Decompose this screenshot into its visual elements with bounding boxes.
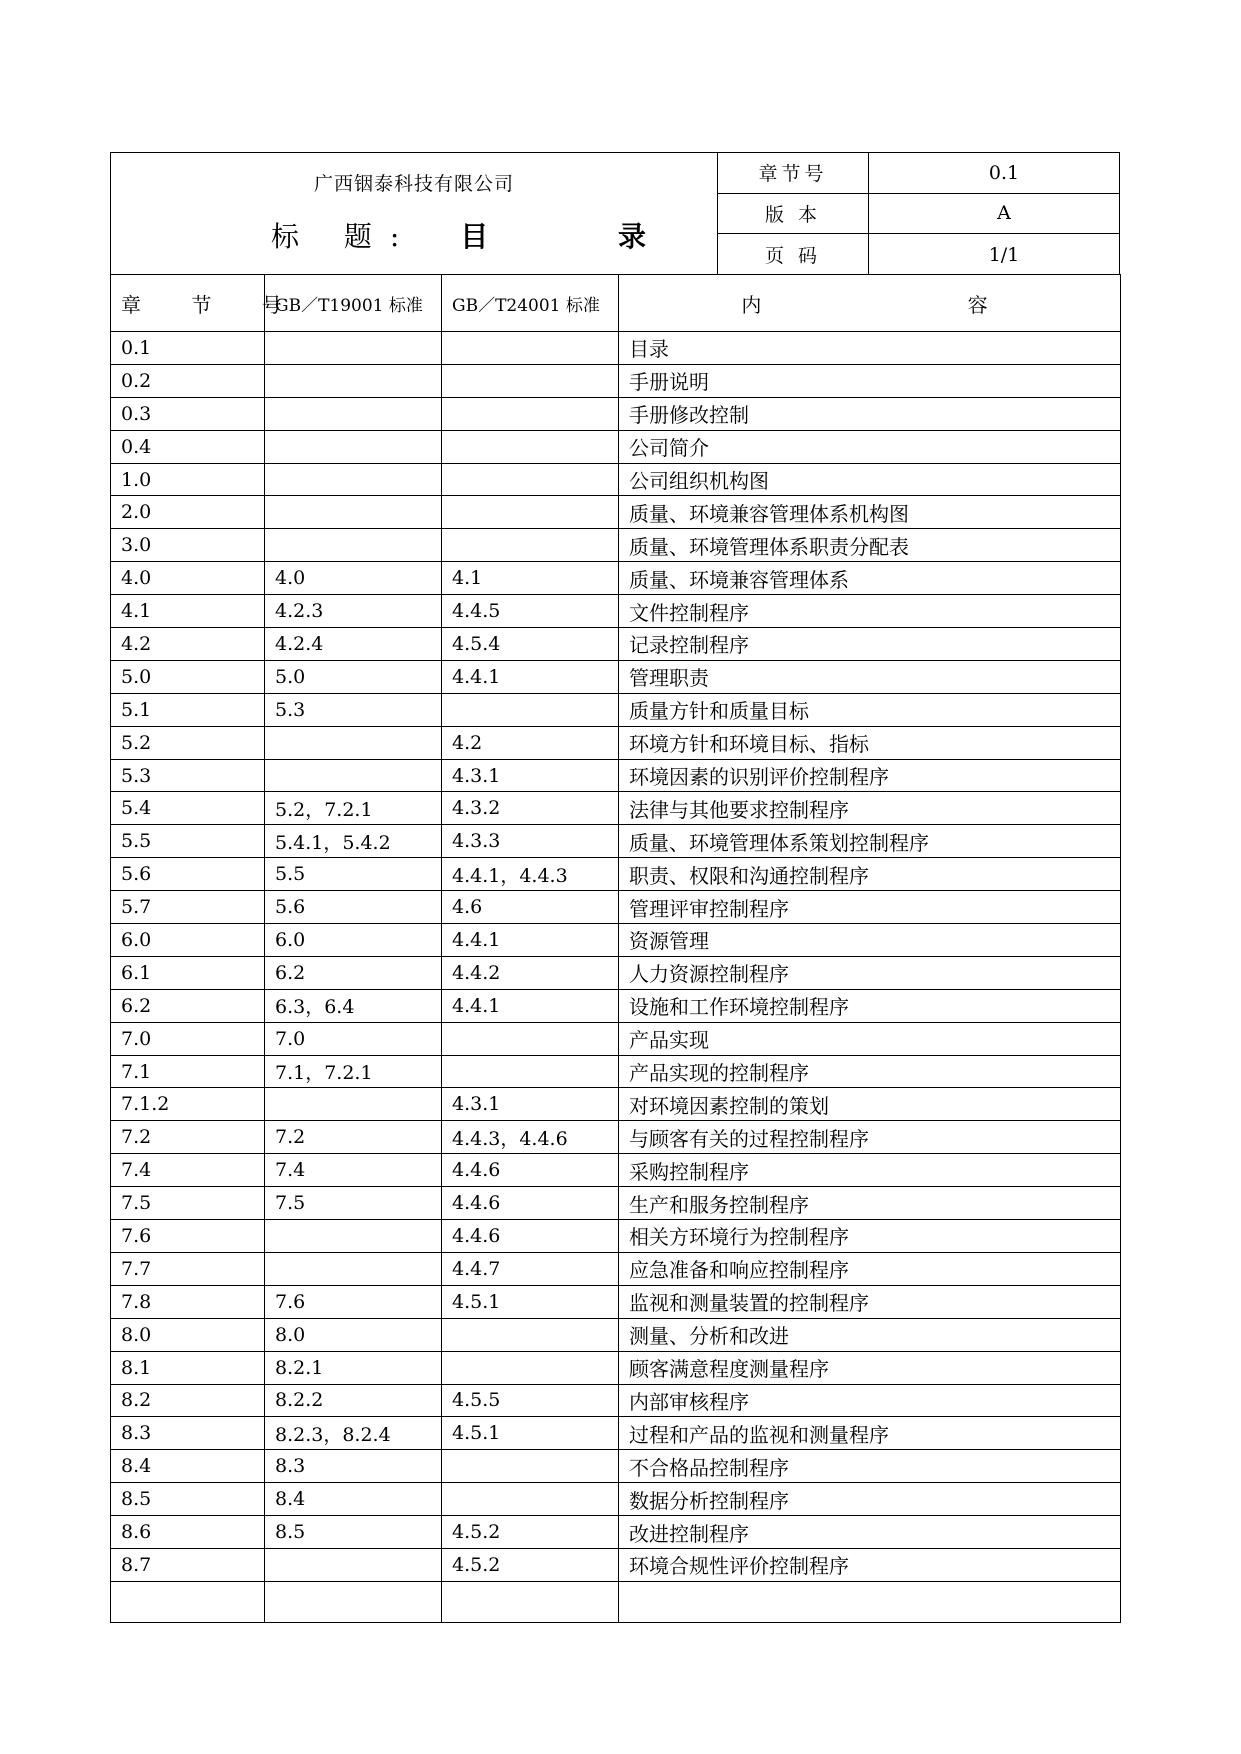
cell-content	[619, 1581, 1121, 1622]
cell-gb24001: 4.5.2	[442, 1548, 619, 1581]
cell-content: 生产和服务控制程序	[619, 1187, 1121, 1220]
cell-gb24001: 4.5.5	[442, 1384, 619, 1417]
table-row	[111, 397, 1121, 430]
cell-gb24001: 4.4.1	[442, 989, 619, 1022]
cell-chapter: 0.3	[111, 397, 265, 430]
cell-content: 目录	[619, 332, 1121, 365]
cell-content: 手册说明	[619, 364, 1121, 397]
table-row	[111, 1055, 1121, 1088]
cell-gb24001: 4.4.2	[442, 956, 619, 989]
cell-gb24001	[442, 332, 619, 365]
cell-chapter: 7.6	[111, 1220, 265, 1253]
header-meta-block	[718, 153, 1119, 274]
cell-gb24001	[442, 1450, 619, 1483]
cell-chapter: 1.0	[111, 463, 265, 496]
cell-gb24001: 4.6	[442, 891, 619, 924]
cell-content: 与顾客有关的过程控制程序	[619, 1121, 1121, 1154]
cell-chapter: 5.2	[111, 726, 265, 759]
document-header	[110, 152, 1120, 275]
cell-content: 管理职责	[619, 660, 1121, 693]
cell-chapter: 5.1	[111, 693, 265, 726]
cell-gb24001	[442, 1581, 619, 1622]
cell-gb19001: 8.2.2	[265, 1384, 442, 1417]
cell-gb19001: 8.4	[265, 1483, 442, 1516]
table-row	[111, 1581, 1121, 1622]
cell-chapter: 0.2	[111, 364, 265, 397]
table-row	[111, 1483, 1121, 1516]
cell-gb19001	[265, 463, 442, 496]
cell-gb19001: 6.2	[265, 956, 442, 989]
cell-gb19001: 8.2.1	[265, 1351, 442, 1384]
cell-gb19001: 7.0	[265, 1022, 442, 1055]
cell-chapter: 0.4	[111, 430, 265, 463]
cell-gb24001: 4.4.3，4.4.6	[442, 1121, 619, 1154]
cell-gb19001: 8.2.3，8.2.4	[265, 1417, 442, 1450]
column-header-gb24001: GB／T24001 标准	[442, 275, 619, 332]
cell-gb24001: 4.3.1	[442, 1088, 619, 1121]
toc-table	[110, 274, 1121, 1623]
cell-gb19001: 7.1，7.2.1	[265, 1055, 442, 1088]
cell-gb24001	[442, 1483, 619, 1516]
cell-content: 质量、环境管理体系职责分配表	[619, 529, 1121, 562]
cell-chapter: 2.0	[111, 496, 265, 529]
cell-gb24001: 4.1	[442, 562, 619, 595]
table-row	[111, 1154, 1121, 1187]
cell-content: 顾客满意程度测量程序	[619, 1351, 1121, 1384]
meta-label: 页 码	[718, 234, 869, 275]
cell-gb19001: 5.2，7.2.1	[265, 792, 442, 825]
table-row	[111, 989, 1121, 1022]
cell-gb24001	[442, 496, 619, 529]
cell-gb19001	[265, 397, 442, 430]
meta-value: 0.1	[988, 161, 1020, 184]
table-row	[111, 759, 1121, 792]
table-row	[111, 891, 1121, 924]
cell-gb24001	[442, 1022, 619, 1055]
table-row	[111, 628, 1121, 661]
table-header-row	[111, 275, 1121, 332]
cell-gb24001: 4.4.6	[442, 1187, 619, 1220]
cell-gb24001	[442, 529, 619, 562]
cell-chapter: 6.2	[111, 989, 265, 1022]
cell-content: 监视和测量装置的控制程序	[619, 1285, 1121, 1318]
cell-chapter: 0.1	[111, 332, 265, 365]
table-row	[111, 595, 1121, 628]
table-row	[111, 825, 1121, 858]
cell-gb19001: 7.5	[265, 1187, 442, 1220]
title-label: 标 题:	[271, 220, 418, 253]
cell-chapter: 4.0	[111, 562, 265, 595]
cell-content: 产品实现	[619, 1022, 1121, 1055]
cell-content: 数据分析控制程序	[619, 1483, 1121, 1516]
cell-content: 管理评审控制程序	[619, 891, 1121, 924]
cell-gb19001	[265, 529, 442, 562]
cell-content: 资源管理	[619, 924, 1121, 957]
cell-content: 采购控制程序	[619, 1154, 1121, 1187]
cell-content: 手册修改控制	[619, 397, 1121, 430]
cell-content: 内部审核程序	[619, 1384, 1121, 1417]
cell-content: 记录控制程序	[619, 628, 1121, 661]
table-row	[111, 956, 1121, 989]
column-header-content: 内 容	[619, 275, 1121, 332]
cell-gb19001: 5.4.1，5.4.2	[265, 825, 442, 858]
meta-value: A	[997, 202, 1011, 225]
cell-content: 不合格品控制程序	[619, 1450, 1121, 1483]
cell-content: 公司简介	[619, 430, 1121, 463]
cell-chapter: 5.6	[111, 858, 265, 891]
meta-label: 章节号	[718, 153, 869, 193]
title-row	[271, 215, 706, 255]
cell-gb24001: 4.3.2	[442, 792, 619, 825]
cell-gb24001: 4.5.4	[442, 628, 619, 661]
cell-chapter: 8.7	[111, 1548, 265, 1581]
table-row	[111, 1417, 1121, 1450]
cell-gb19001	[265, 364, 442, 397]
table-row	[111, 1548, 1121, 1581]
table-row	[111, 1318, 1121, 1351]
cell-chapter: 6.0	[111, 924, 265, 957]
cell-chapter: 7.8	[111, 1285, 265, 1318]
cell-content: 测量、分析和改进	[619, 1318, 1121, 1351]
cell-content: 质量方针和质量目标	[619, 693, 1121, 726]
table-row	[111, 726, 1121, 759]
cell-chapter: 7.7	[111, 1252, 265, 1285]
cell-content: 质量、环境兼容管理体系	[619, 562, 1121, 595]
cell-gb19001: 6.0	[265, 924, 442, 957]
cell-chapter: 3.0	[111, 529, 265, 562]
table-row	[111, 1351, 1121, 1384]
title-value: 目 录	[460, 220, 706, 253]
table-row	[111, 693, 1121, 726]
cell-gb24001	[442, 693, 619, 726]
meta-row-chapter	[718, 153, 1119, 194]
meta-row-page	[718, 234, 1119, 275]
table-row	[111, 562, 1121, 595]
cell-chapter: 8.3	[111, 1417, 265, 1450]
cell-chapter: 7.5	[111, 1187, 265, 1220]
cell-gb19001: 8.3	[265, 1450, 442, 1483]
cell-content: 应急准备和响应控制程序	[619, 1252, 1121, 1285]
cell-chapter: 4.1	[111, 595, 265, 628]
cell-chapter: 6.1	[111, 956, 265, 989]
cell-content: 环境因素的识别评价控制程序	[619, 759, 1121, 792]
cell-content: 质量、环境兼容管理体系机构图	[619, 496, 1121, 529]
table-row	[111, 858, 1121, 891]
cell-gb24001: 4.5.1	[442, 1417, 619, 1450]
cell-gb24001	[442, 430, 619, 463]
cell-content: 对环境因素控制的策划	[619, 1088, 1121, 1121]
cell-gb19001	[265, 1220, 442, 1253]
table-row	[111, 430, 1121, 463]
cell-content: 法律与其他要求控制程序	[619, 792, 1121, 825]
cell-gb19001	[265, 332, 442, 365]
cell-gb24001	[442, 463, 619, 496]
document-page	[110, 152, 1120, 1623]
cell-chapter: 7.1.2	[111, 1088, 265, 1121]
cell-content: 设施和工作环境控制程序	[619, 989, 1121, 1022]
cell-chapter: 5.7	[111, 891, 265, 924]
cell-chapter: 7.1	[111, 1055, 265, 1088]
cell-content: 职责、权限和沟通控制程序	[619, 858, 1121, 891]
cell-chapter: 5.3	[111, 759, 265, 792]
table-row	[111, 529, 1121, 562]
company-name: 广西铟泰科技有限公司	[313, 173, 514, 195]
table-row	[111, 1285, 1121, 1318]
table-row	[111, 496, 1121, 529]
cell-chapter: 4.2	[111, 628, 265, 661]
cell-gb24001	[442, 1055, 619, 1088]
table-row	[111, 1450, 1121, 1483]
cell-content: 文件控制程序	[619, 595, 1121, 628]
cell-gb24001	[442, 1318, 619, 1351]
cell-chapter: 7.2	[111, 1121, 265, 1154]
cell-gb24001: 4.4.6	[442, 1154, 619, 1187]
cell-gb24001: 4.4.1	[442, 660, 619, 693]
cell-chapter: 7.0	[111, 1022, 265, 1055]
cell-gb19001	[265, 1548, 442, 1581]
table-row	[111, 364, 1121, 397]
table-row	[111, 1384, 1121, 1417]
cell-gb19001: 8.5	[265, 1516, 442, 1549]
cell-gb24001: 4.3.1	[442, 759, 619, 792]
cell-content: 相关方环境行为控制程序	[619, 1220, 1121, 1253]
table-row	[111, 924, 1121, 957]
table-row	[111, 1022, 1121, 1055]
cell-gb19001: 7.2	[265, 1121, 442, 1154]
cell-chapter: 8.5	[111, 1483, 265, 1516]
cell-gb24001	[442, 364, 619, 397]
cell-chapter: 8.1	[111, 1351, 265, 1384]
header-title-block	[111, 153, 718, 274]
cell-chapter: 5.0	[111, 660, 265, 693]
cell-chapter	[111, 1581, 265, 1622]
table-row	[111, 1088, 1121, 1121]
cell-gb19001: 8.0	[265, 1318, 442, 1351]
table-row	[111, 1516, 1121, 1549]
cell-chapter: 7.4	[111, 1154, 265, 1187]
cell-gb24001: 4.2	[442, 726, 619, 759]
cell-gb24001: 4.4.7	[442, 1252, 619, 1285]
cell-gb19001: 7.4	[265, 1154, 442, 1187]
cell-gb24001: 4.4.1，4.4.3	[442, 858, 619, 891]
cell-gb19001: 4.2.3	[265, 595, 442, 628]
cell-gb19001	[265, 1088, 442, 1121]
cell-gb19001	[265, 496, 442, 529]
cell-content: 环境合规性评价控制程序	[619, 1548, 1121, 1581]
cell-gb19001: 5.0	[265, 660, 442, 693]
cell-gb19001	[265, 430, 442, 463]
cell-content: 人力资源控制程序	[619, 956, 1121, 989]
cell-chapter: 8.2	[111, 1384, 265, 1417]
cell-gb19001: 6.3，6.4	[265, 989, 442, 1022]
cell-content: 质量、环境管理体系策划控制程序	[619, 825, 1121, 858]
cell-gb24001: 4.3.3	[442, 825, 619, 858]
cell-chapter: 8.6	[111, 1516, 265, 1549]
cell-content: 环境方针和环境目标、指标	[619, 726, 1121, 759]
cell-content: 公司组织机构图	[619, 463, 1121, 496]
cell-content: 过程和产品的监视和测量程序	[619, 1417, 1121, 1450]
cell-gb19001	[265, 1581, 442, 1622]
table-row	[111, 660, 1121, 693]
cell-chapter: 8.0	[111, 1318, 265, 1351]
table-row	[111, 1187, 1121, 1220]
table-row	[111, 332, 1121, 365]
cell-gb19001	[265, 759, 442, 792]
table-row	[111, 1252, 1121, 1285]
cell-gb24001: 4.5.1	[442, 1285, 619, 1318]
meta-value: 1/1	[988, 243, 1020, 266]
cell-gb24001	[442, 397, 619, 430]
cell-gb24001: 4.5.2	[442, 1516, 619, 1549]
toc-body	[111, 332, 1121, 1623]
cell-gb19001	[265, 1252, 442, 1285]
cell-gb24001: 4.4.5	[442, 595, 619, 628]
cell-gb24001	[442, 1351, 619, 1384]
column-header-chapter: 章 节 号	[111, 275, 265, 332]
cell-content: 产品实现的控制程序	[619, 1055, 1121, 1088]
cell-chapter: 5.4	[111, 792, 265, 825]
cell-gb19001: 7.6	[265, 1285, 442, 1318]
cell-gb19001: 5.3	[265, 693, 442, 726]
meta-label: 版 本	[718, 194, 869, 234]
cell-gb19001: 4.2.4	[265, 628, 442, 661]
cell-gb24001: 4.4.1	[442, 924, 619, 957]
table-row	[111, 1121, 1121, 1154]
table-row	[111, 463, 1121, 496]
cell-gb24001: 4.4.6	[442, 1220, 619, 1253]
cell-gb19001: 5.6	[265, 891, 442, 924]
cell-content: 改进控制程序	[619, 1516, 1121, 1549]
column-header-gb19001: GB／T19001 标准	[265, 275, 442, 332]
cell-gb19001	[265, 726, 442, 759]
table-row	[111, 1220, 1121, 1253]
cell-chapter: 5.5	[111, 825, 265, 858]
cell-chapter: 8.4	[111, 1450, 265, 1483]
cell-gb19001: 5.5	[265, 858, 442, 891]
meta-row-version	[718, 194, 1119, 235]
table-row	[111, 792, 1121, 825]
cell-gb19001: 4.0	[265, 562, 442, 595]
